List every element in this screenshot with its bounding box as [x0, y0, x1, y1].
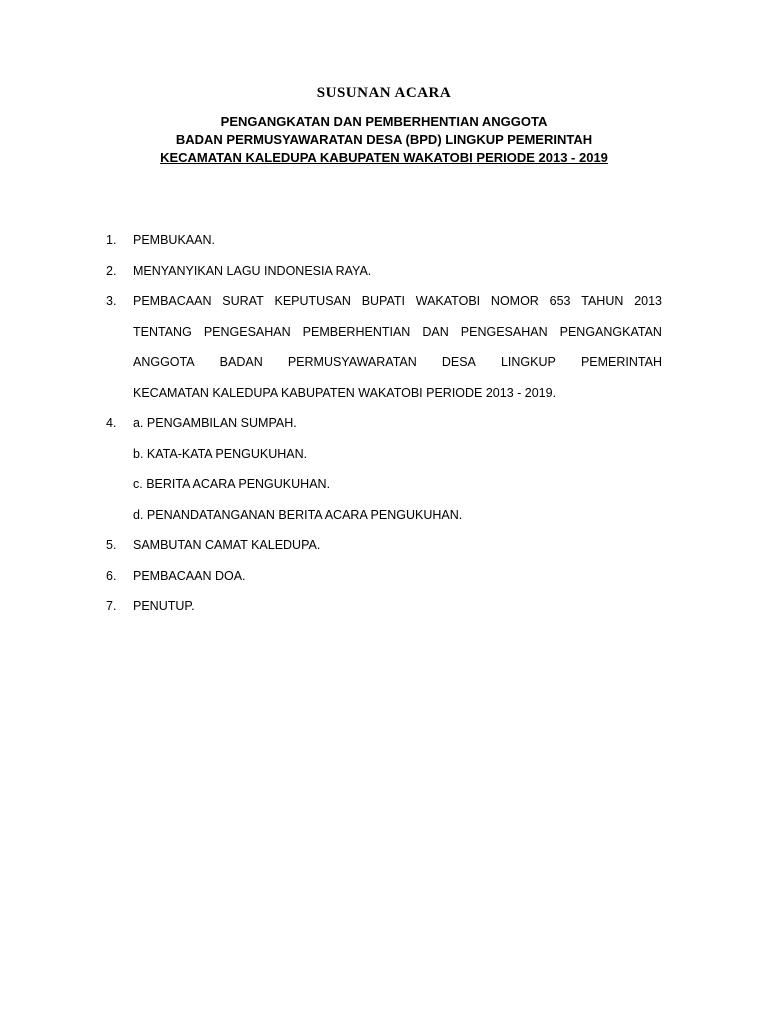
sub-item-text: b. KATA-KATA PENGUKUHAN.: [133, 446, 308, 461]
word: PENGANGKATAN: [559, 324, 662, 339]
word: WAKATOBI: [415, 294, 481, 308]
item-text: PEMBACAAN DOA.: [133, 568, 246, 583]
word: DAN: [422, 324, 449, 339]
item-number: 6.: [106, 568, 117, 583]
item-text-line: KECAMATAN KALEDUPA KABUPATEN WAKATOBI PERIODE 2013 - 2019.: [133, 385, 557, 400]
subtitle-line-3: KECAMATAN KALEDUPA KABUPATEN WAKATOBI PERIODE 2013 - 2019: [160, 150, 608, 165]
word: PENGESAHAN: [460, 324, 548, 339]
word: PENGESAHAN: [203, 324, 291, 339]
agenda-item-4c: [106, 476, 662, 507]
item-number: 4.: [106, 416, 117, 430]
item-text: PEMBUKAAN.: [133, 233, 215, 247]
agenda-item-4d: [106, 507, 662, 538]
sub-item-text: c. BERITA ACARA PENGUKUHAN.: [133, 477, 331, 491]
agenda-item-6: [106, 568, 662, 599]
agenda-item-3-line-3: [106, 354, 662, 385]
agenda-item-1: [106, 232, 662, 263]
subtitle-line-2: BADAN PERMUSYAWARATAN DESA (BPD) LINGKUP PEMERINTAH: [175, 132, 593, 147]
word: PEMBERHENTIAN: [302, 324, 411, 339]
agenda-item-3-line-4: [106, 385, 662, 416]
item-number: 7.: [106, 599, 117, 613]
document-title: SUSUNAN ACARA: [316, 85, 452, 101]
subtitle-line-1: PENGANGKATAN DAN PEMBERHENTIAN ANGGOTA: [220, 114, 548, 129]
agenda-item-4b: [106, 446, 662, 477]
agenda-item-4a: [106, 415, 662, 446]
word: PEMBACAAN: [133, 294, 212, 308]
item-text: SAMBUTAN CAMAT KALEDUPA.: [133, 538, 321, 552]
agenda-item-2: [106, 263, 662, 294]
word: NOMOR: [490, 294, 539, 308]
item-text-line: [133, 354, 662, 370]
word: ANGGOTA: [133, 355, 195, 369]
word: TENTANG: [133, 324, 192, 339]
item-number: 1.: [106, 233, 117, 247]
agenda-item-5: [106, 537, 662, 568]
agenda-item-3-line-1: [106, 293, 662, 324]
item-text: PENUTUP.: [133, 599, 195, 613]
word: DESA: [441, 355, 476, 369]
word: PEMERINTAH: [580, 355, 662, 369]
word: 2013: [634, 294, 662, 308]
item-text-line: [133, 324, 662, 340]
agenda-list: [106, 232, 662, 629]
item-number: 5.: [106, 538, 117, 552]
sub-item-text: d. PENANDATANGANAN BERITA ACARA PENGUKUHAN.: [133, 507, 463, 522]
word: SURAT: [222, 294, 264, 308]
item-text-line: [133, 293, 662, 309]
item-text: MENYANYIKAN LAGU INDONESIA RAYA.: [133, 263, 372, 278]
word: LINGKUP: [500, 355, 556, 369]
word: BUPATI: [361, 294, 405, 308]
agenda-item-3-line-2: [106, 324, 662, 355]
word: 653: [549, 294, 571, 308]
word: TAHUN: [581, 294, 624, 308]
sub-item-text: a. PENGAMBILAN SUMPAH.: [133, 416, 297, 430]
word: KEPUTUSAN: [274, 294, 351, 308]
agenda-item-7: [106, 598, 662, 629]
item-number: 3.: [106, 294, 117, 308]
word: BADAN: [219, 355, 263, 369]
word: PERMUSYAWARATAN: [287, 355, 417, 369]
item-number: 2.: [106, 263, 117, 278]
